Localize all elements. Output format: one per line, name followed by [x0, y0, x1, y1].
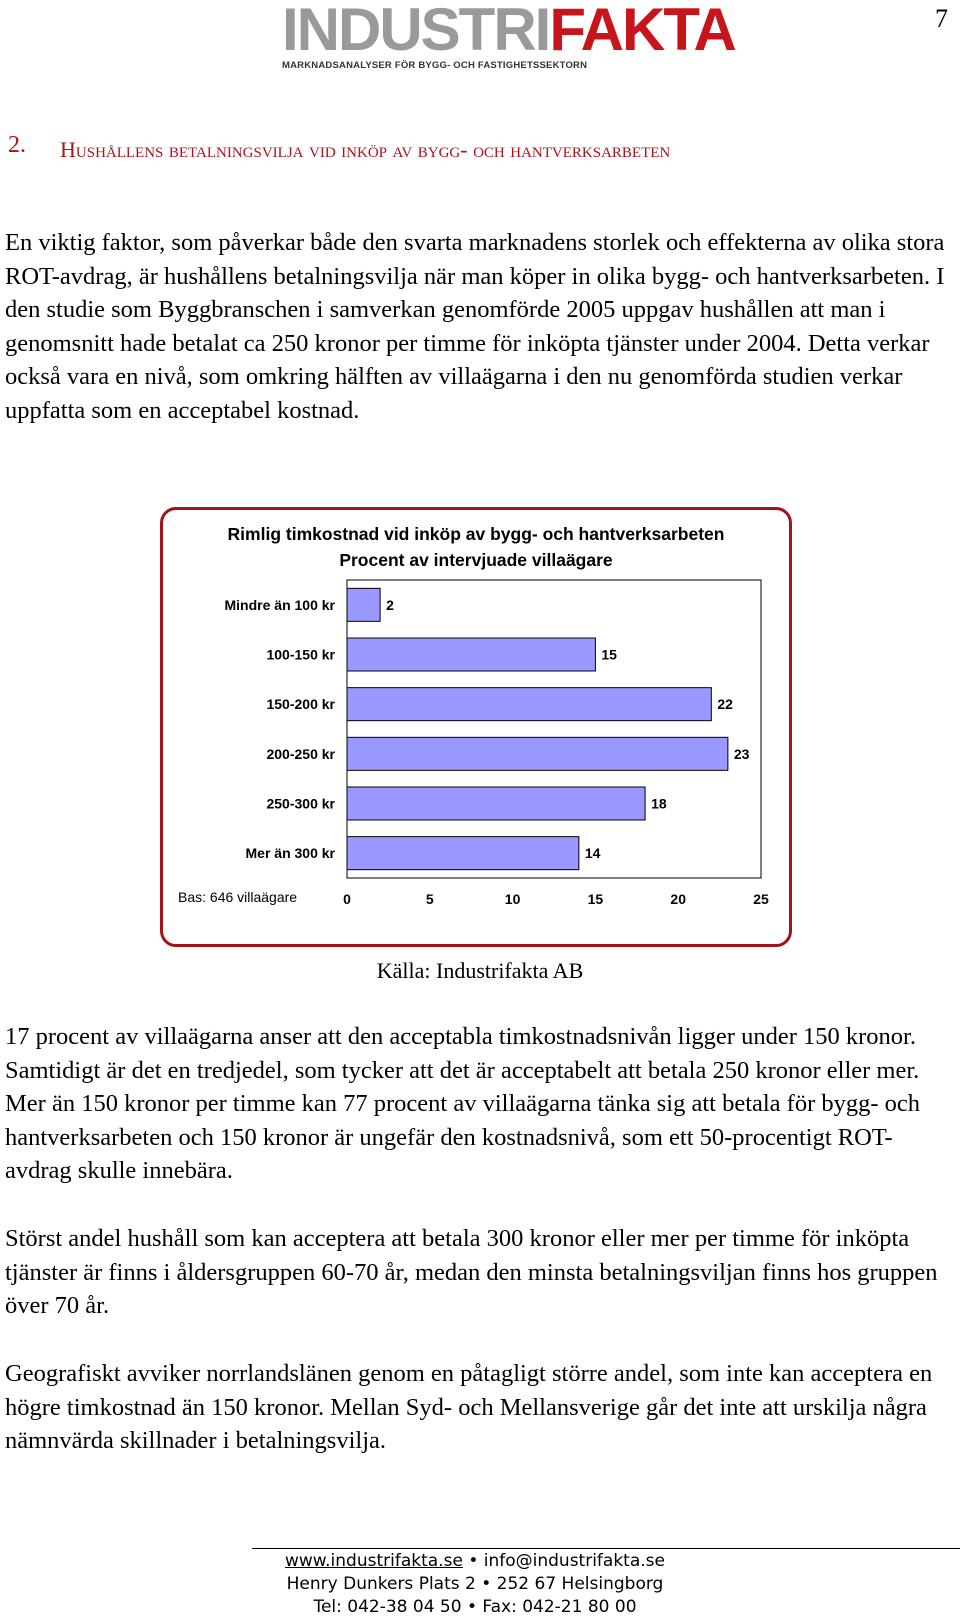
chart-title: Rimlig timkostnad vid inköp av bygg- och hantverksarbeten — [227, 524, 725, 544]
bar-chart — [163, 510, 789, 944]
x-tick-label: 5 — [425, 891, 434, 907]
logo-word-part1: INDUSTRI — [282, 0, 550, 63]
x-tick-label: 15 — [587, 891, 604, 907]
bar — [347, 787, 645, 820]
logo-word-part2: FAKTA — [549, 0, 735, 63]
category-label: 100-150 kr — [266, 646, 335, 663]
bars-group — [225, 588, 769, 907]
bar — [347, 688, 711, 721]
category-label: 200-250 kr — [266, 745, 335, 762]
bar — [347, 638, 595, 671]
x-tick-label: 10 — [504, 891, 521, 907]
data-label: 18 — [651, 795, 667, 812]
paragraph-intro: En viktig faktor, som påverkar både den svarta marknadens storlek och effekterna av olika stora ROT-avdrag, är hushållens betalningsvilja när man köper in olika bygg- och hantverksarbeten. I den studie som Byggbranschen i samverkan genomförde 2005 uppgav hushållen att man i genomsnitt hade betalat ca 250 kronor per timme för inköpta tjänster under 2004. Detta verkar också vara en nivå, som omkring hälften av villaägarna i den nu genomförda studien verkar uppfatta som en acceptabel kostnad. — [5, 229, 945, 424]
plot-area — [347, 580, 761, 878]
bar — [347, 737, 728, 770]
paragraph-analysis: 17 procent av villaägarna anser att den acceptabla timkostnadsnivån ligger under 150 kronor. Samtidigt är det en tredjedel, som tycker att det är acceptabelt att betala 250 kronor eller mer. Mer än 150 kronor per timme kan 77 procent av villaägarna tänka sig att betala för bygg- och hantverksarbeten och 150 kronor är ungefär den kostnadsnivå, som ett 50-procentigt ROT-avdrag skulle innebära. — [5, 1023, 921, 1184]
base-note: Bas: 646 villaägare — [178, 889, 298, 905]
footer-address: Henry Dunkers Plats 2 • 252 67 Helsingborg — [286, 1574, 664, 1594]
category-label: Mer än 300 kr — [245, 845, 335, 862]
paragraph-age-groups: Störst andel hushåll som kan acceptera att betala 300 kronor eller mer per timme för inköpta tjänster är finns i åldersgruppen 60-70 år, medan den minsta betalningsviljan finns hos gruppen över 70 år. — [5, 1225, 938, 1319]
paragraph-geography: Geografiskt avviker norrlandslänen genom en påtagligt större andel, som inte kan acceptera en högre timkostnad än 150 kronor. Mellan Syd- och Mellansverige går det inte att urskilja några nämnvärda skillnader i betalningsvilja. — [5, 1360, 933, 1454]
category-label: Mindre än 100 kr — [224, 596, 335, 613]
chart-frame — [160, 507, 792, 947]
footer-email-link[interactable]: info@industrifakta.se — [483, 1551, 665, 1571]
logo-wordmark — [282, 0, 735, 63]
page-number: 7 — [935, 4, 948, 33]
category-label: 150-200 kr — [266, 696, 335, 713]
footer-phone: Tel: 042-38 04 50 • Fax: 042-21 80 00 — [313, 1597, 637, 1617]
x-tick-label: 20 — [670, 891, 686, 907]
data-label: 14 — [584, 845, 601, 862]
x-tick-label: 25 — [753, 891, 769, 907]
footer-bullet: • — [468, 1551, 479, 1571]
chart-source: Källa: Industrifakta AB — [376, 958, 584, 983]
bar — [347, 588, 380, 621]
section-title: Hushållens betalningsvilja vid inköp av bygg- och hantverksarbeten — [60, 137, 671, 162]
industrifakta-logo — [282, 0, 735, 71]
logo-tagline: MARKNADSANALYSER FÖR BYGG- OCH FASTIGHETSSEKTORN — [282, 60, 588, 71]
section-number: 2. — [8, 132, 26, 158]
x-tick-label: 0 — [343, 891, 351, 907]
bar — [347, 837, 579, 870]
footer-divider — [252, 1548, 960, 1549]
footer-web-link[interactable]: www.industrifakta.se — [285, 1551, 463, 1571]
chart-subtitle: Procent av intervjuade villaägare — [339, 550, 613, 570]
footer-contact-line — [240, 1550, 710, 1572]
data-label: 15 — [601, 646, 617, 663]
data-label: 2 — [386, 596, 394, 613]
data-label: 22 — [717, 696, 733, 713]
category-label: 250-300 kr — [266, 795, 335, 812]
data-label: 23 — [733, 745, 750, 762]
